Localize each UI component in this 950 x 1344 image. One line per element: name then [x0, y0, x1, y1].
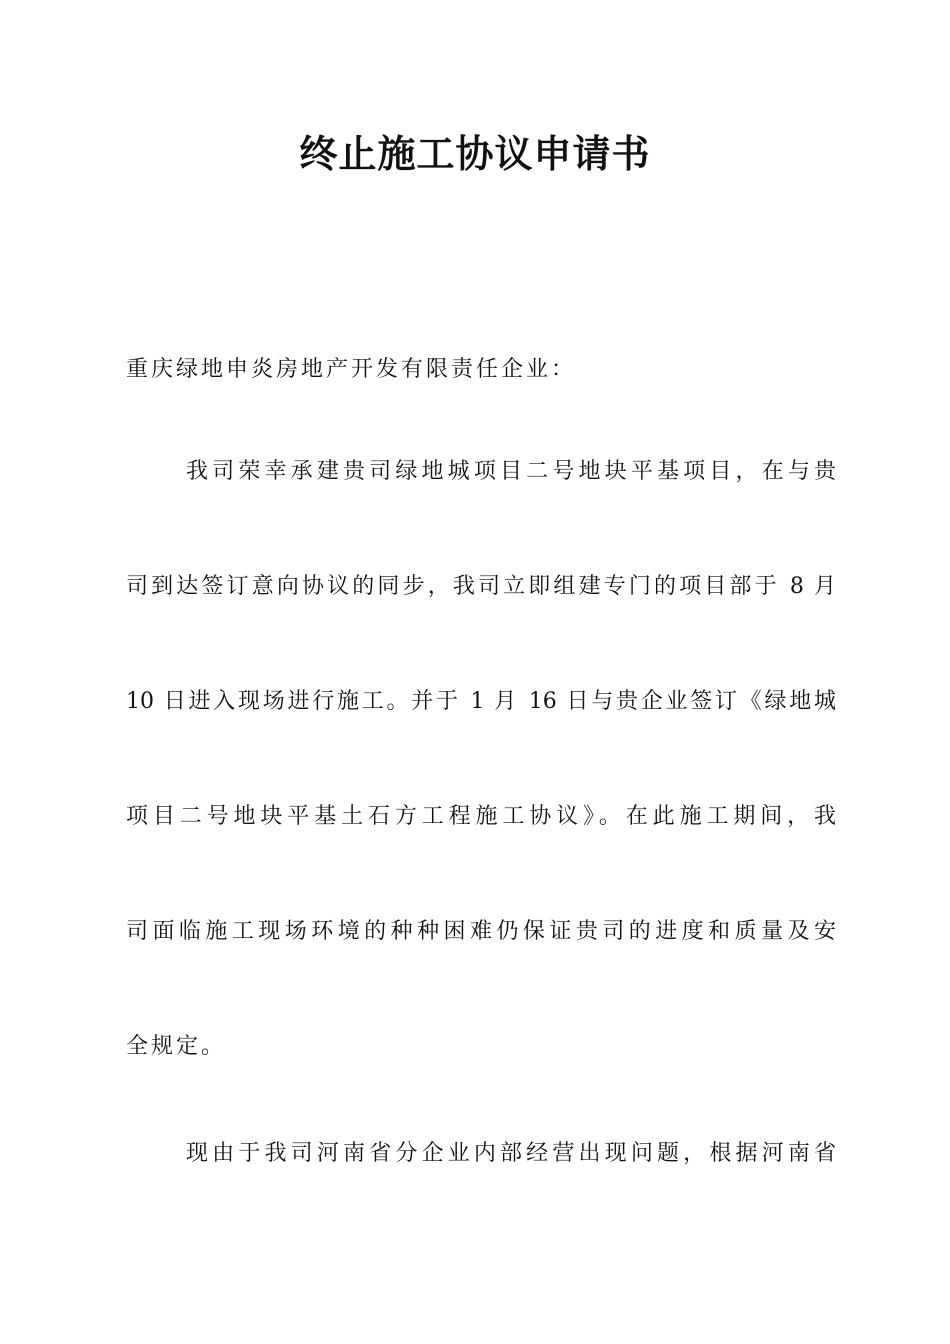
salutation: 重庆绿地申炎房地产开发有限责任企业： [126, 357, 577, 382]
paragraph-line: 10 日进入现场进行施工。并于 1 月 16 日与贵企业签订《绿地城 [126, 689, 836, 714]
document-title: 终止施工协议申请书 [299, 132, 651, 176]
paragraph-line: 现由于我司河南省分企业内部经营出现问题，根据河南省 [186, 1141, 836, 1166]
paragraph-line: 项目二号地块平基土石方工程施工协议》。在此施工期间，我 [126, 804, 836, 829]
paragraph-line: 司到达签订意向协议的同步，我司立即组建专门的项目部于 8 月 [126, 574, 836, 599]
paragraph-line: 司面临施工现场环境的种种困难仍保证贵司的进度和质量及安 [126, 919, 836, 944]
paragraph-line: 我司荣幸承建贵司绿地城项目二号地块平基项目，在与贵 [186, 459, 836, 484]
paragraph-line: 全规定。 [126, 1034, 227, 1059]
